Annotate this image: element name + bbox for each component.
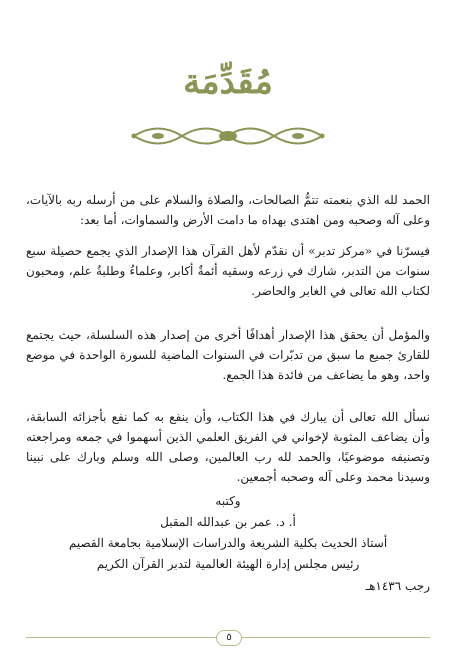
signature-position: أستاذ الحديث بكلية الشريعة والدراسات الإسلامية بجامعة القصيم: [68, 536, 388, 550]
decorative-divider-ornament: [128, 122, 328, 150]
page-title: مُقَدِّمَة: [183, 62, 273, 102]
page-number: ٥: [216, 630, 242, 646]
signature-written-by: وكتبه: [215, 494, 241, 508]
purpose-paragraph: والمؤمل أن يحقق هذا الإصدار أهدافًا أخرى من إصدار هذه السلسلة، حيث يجتمع للقارئ جميع ما سبق من تدبّرات في السنوات الماضية للسورة الواحدة في موضع واحد، وهو ما يضاعف من فائدة هذا الجمع.: [26, 328, 430, 382]
signature-role: رئيس مجلس إدارة الهيئة العالمية لتدبر القرآن الكريم: [96, 557, 360, 571]
supplication-paragraph: نسأل الله تعالى أن يبارك في هذا الكتاب، وأن ينفع به كما نفع بأجزائه السابقة، وأن يضاعف المثوبة لإخواني في الفريق العلمي الذين أسهموا في جمعه ومراجعته وتصنيفه موضوعيًا، والحمد لله رب العالمين، وصلى الله وسلم وبارك على نبينا وسيدنا محمد وعلى آله وصحبه أجمعين.: [26, 410, 430, 484]
intro-paragraph: الحمد لله الذي بنعمته تتمُّ الصالحات، والصلاة والسلام على من أرسله ربه بالآيات، وعلى آله وصحبه ومن اهتدى بهداه ما دامت الأرض والسماوات، أما بعد:: [26, 193, 430, 227]
signature-author: أ. د. عمر بن عبدالله المقبل: [160, 515, 296, 529]
center-paragraph: فيسرّنا في «مركز تدبر» أن نقدّم لأهل القرآن هذا الإصدار الذي يجمع حصيلة سبع سنوات من التدبر، شارك في زرعه وسقيه أئمةٌ أكابر، وعلماءُ وطلبةُ علم، ومحبون لكتاب الله تعالى في الغابر والحاضر.: [26, 244, 430, 298]
signature-date: رجب ١٤٣٦هـ: [365, 579, 430, 593]
